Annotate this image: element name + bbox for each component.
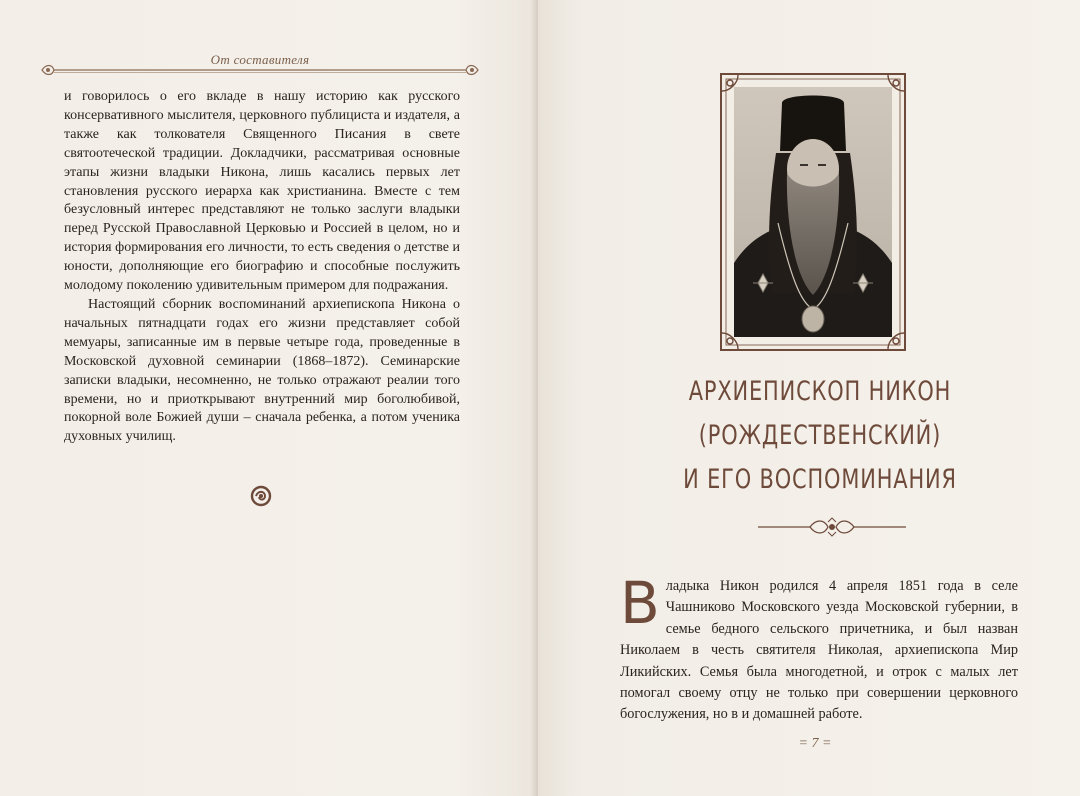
header-rule-ornament: [40, 62, 480, 78]
page-number: = 7 =: [798, 736, 832, 751]
right-body-text: [620, 569, 1018, 726]
chapter-title: [600, 370, 1040, 502]
drop-cap: В: [620, 569, 660, 637]
end-ornament-icon: [249, 484, 273, 508]
left-page: [0, 0, 538, 796]
title-line: И ЕГО ВОСПОМИНАНИЯ: [683, 464, 957, 495]
title-divider-ornament: [758, 516, 906, 538]
title-line: АРХИЕПИСКОП НИКОН: [688, 376, 952, 407]
paragraph: ладыка Никон родился 4 апреля 1851 года в селе Чашниково Московского уезда Московской губернии, в семье бедного сельского причетника, и был назван Николаем в честь святителя Николая, архиепископа Мир Ликийских. Семья была многодетной, и отрок с малых лет помогал своему отцу не только при совершении церковного богослужения, но в и домашней работе.: [620, 578, 1018, 723]
left-body-text: [64, 88, 460, 447]
paragraph: и говорилось о его вкладе в нашу историю как русского консервативного мыслителя, церковного публициста и издателя, а также как толкователя Священного Писания в свете святоотеческой традиции. Докладчики, рассматривая основные этапы жизни владыки Никона, лишь касались первых лет становления русского иерарха как христианина. Вместе с тем безусловный интерес представляют не только заслуги владыки перед Русской Православной Церковью и Россией в целом, но и история формирования его личности, то есть сведения о детстве и юности, дополняющие его биографию и способные послужить молодому поколению удивительным примером для подражания.: [64, 89, 460, 294]
running-head: От составителя: [210, 52, 310, 67]
portrait-photo: [720, 73, 906, 351]
paragraph: Настоящий сборник воспоминаний архиепископа Никона о начальных пятнадцати годах его жизни представляет собой мемуары, записанные им в первые четыре года, проведенные в Московской духовной семинарии (1868–1872). Семинарские записки владыки, несомненно, не только отражают реалии того времени, но и приоткрывают внутренний мир боголюбивой, покорной воле Божией души – сначала ребенка, а потом ученика духовных училищ.: [64, 296, 460, 445]
title-line: (РОЖДЕСТВЕНСКИЙ): [698, 420, 942, 451]
